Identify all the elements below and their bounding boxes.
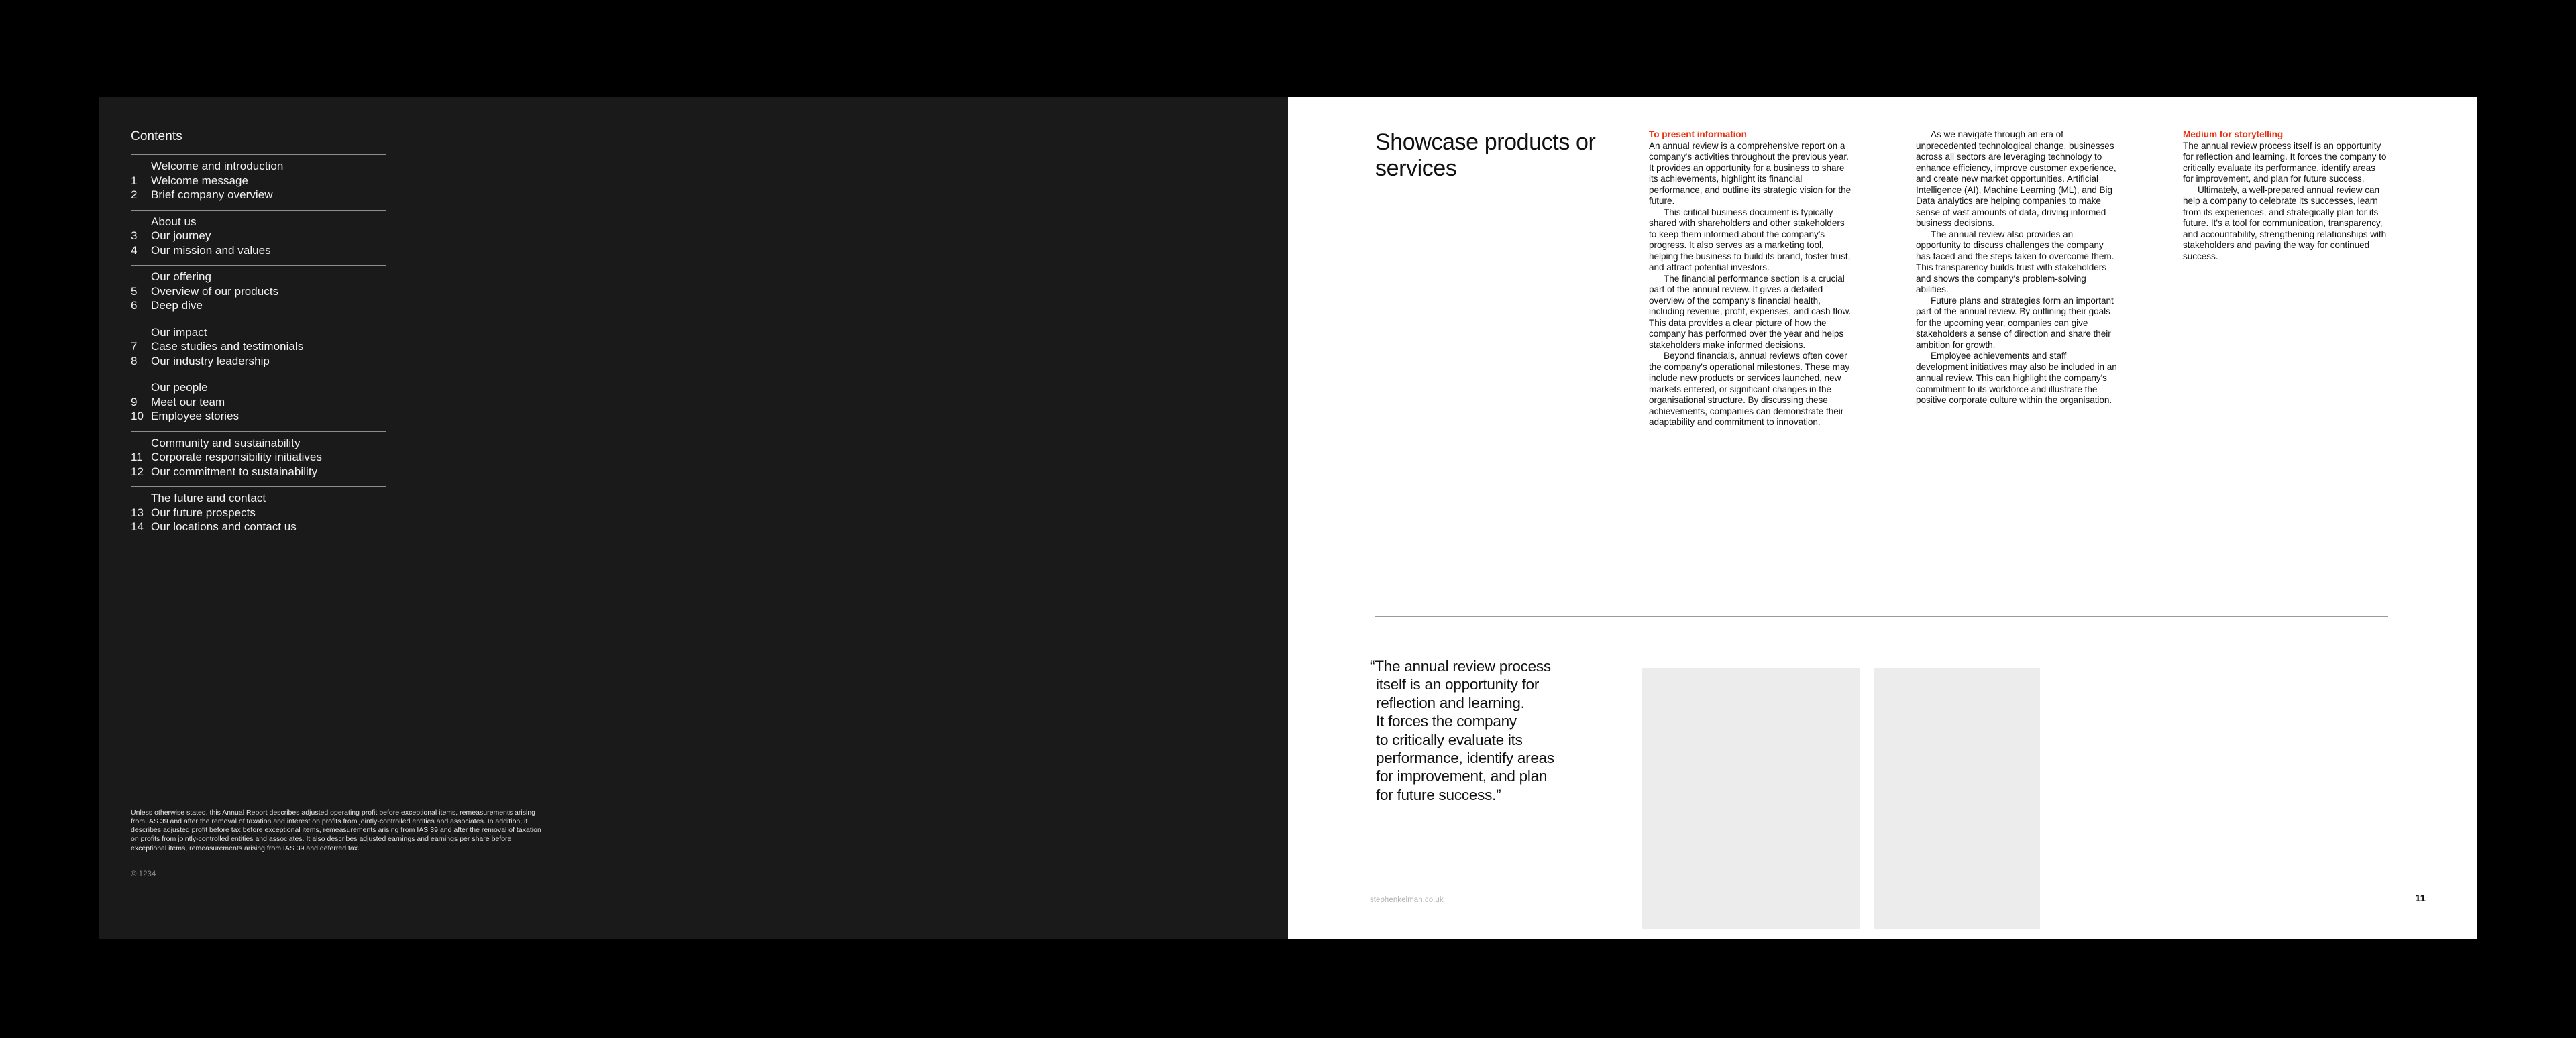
toc-group-label: Community and sustainability: [151, 436, 301, 449]
paragraph-text: As we navigate through an era of unprecedented technological change, businesses across all sectors are leveraging technology to enhance efficiency, improve customer experience, and create new market opportunities. Artificial Intelligence (AI), Machine Learning (ML), and Big Data analytics are helping companies to make sense of vast amounts of data, driving informed business decisions.: [1916, 129, 2116, 228]
toc-item-label: Our industry leadership: [151, 354, 270, 367]
image-placeholder-large: [1642, 668, 1860, 929]
toc-number: 10: [131, 410, 144, 422]
pull-quote-line: reflection and learning.: [1376, 694, 1525, 711]
column-kicker: To present information: [1649, 129, 1747, 139]
table-of-contents: [131, 129, 386, 542]
toc-group-heading: [131, 380, 386, 395]
toc-number: 1: [131, 174, 138, 187]
image-placeholder-small: [1874, 668, 2040, 929]
contents-title: Contents: [131, 129, 182, 143]
list-item[interactable]: [131, 243, 386, 258]
copyright-notice: © 1234: [131, 870, 156, 878]
paragraph-text: Beyond financials, annual reviews often cover the company's operational milestones. These may include new products or services launched, new markets entered, or significant changes in the organisational structure. By discussing these achievements, companies can demonstrate their adaptability and commitment to innovation.: [1649, 351, 1850, 427]
pull-quote-line: for future success.”: [1376, 786, 1501, 803]
toc-number: 3: [131, 229, 138, 242]
toc-group-heading: [131, 325, 386, 340]
list-item[interactable]: [131, 506, 386, 520]
toc-item-label: Our commitment to sustainability: [151, 465, 318, 478]
toc-group-heading: [131, 159, 386, 174]
toc-number: 14: [131, 520, 144, 533]
site-credit[interactable]: stephenkelman.co.uk: [1370, 896, 1444, 904]
list-item[interactable]: [131, 188, 386, 203]
list-item[interactable]: [131, 354, 386, 369]
toc-item-label: Our locations and contact us: [151, 520, 297, 533]
page-title: Showcase products or services: [1375, 129, 1596, 181]
body-column-2: [1916, 129, 2120, 406]
list-item[interactable]: [131, 450, 386, 465]
toc-number: 13: [131, 506, 144, 519]
list-item[interactable]: [131, 409, 386, 424]
toc-item-label: Corporate responsibility initiatives: [151, 451, 323, 463]
toc-number: 12: [131, 465, 144, 478]
body-column-3: [2183, 129, 2387, 262]
toc-item-label: Brief company overview: [151, 188, 273, 201]
toc-item-label: Deep dive: [151, 299, 203, 312]
list-item[interactable]: [131, 520, 386, 534]
toc-item-label: Welcome message: [151, 174, 248, 187]
pull-quote-line: performance, identify areas: [1376, 750, 1554, 767]
horizontal-divider: [1375, 616, 2388, 617]
toc-group: [131, 210, 386, 266]
toc-item-label: Employee stories: [151, 410, 239, 422]
toc-group-label: The future and contact: [151, 492, 266, 504]
toc-group-heading: [131, 270, 386, 284]
toc-item-label: Our future prospects: [151, 506, 256, 519]
toc-item-label: Meet our team: [151, 395, 225, 408]
body-column-1: [1649, 129, 1853, 428]
legal-footnote: Unless otherwise stated, this Annual Report describes adjusted operating profit before exceptional items, remeasurements arising from IAS 39 and after the removal of taxation and interest on profits from jointly-controlled entities and associates. In addition, it describes adjusted profit before tax before exceptional items, remeasurements arising from IAS 39 and after the removal of taxation on profits from jointly-controlled entities and associates. It also describes adjusted earnings and earnings per share before exceptional items, remeasurements arising from IAS 39 and deferred tax.: [131, 808, 541, 852]
left-page: [99, 97, 1288, 939]
paragraph-text: This critical business document is typically shared with shareholders and other stakeholders to keep them informed about the company's progress. It also serves as a marketing tool, helping the business to build its brand, foster trust, and attract potential investors.: [1649, 207, 1851, 272]
column-kicker: Medium for storytelling: [2183, 129, 2284, 139]
paragraph-text: Employee achievements and staff development initiatives may also be included in an annual review. This can highlight the company's commitment to its workforce and illustrate the positive corporate culture within the organisation.: [1916, 351, 2117, 405]
pull-quote-line: It forces the company: [1376, 713, 1517, 730]
toc-item-label: Our journey: [151, 229, 211, 242]
toc-group-label: Our offering: [151, 270, 212, 283]
toc-group-heading: [131, 436, 386, 451]
column-kicker-paragraph: [2183, 129, 2387, 185]
page-number: 11: [2415, 892, 2426, 904]
list-item[interactable]: [131, 174, 386, 188]
toc-number: 6: [131, 299, 138, 312]
pull-quote-line: to critically evaluate its: [1376, 731, 1523, 748]
toc-group: [131, 486, 386, 542]
pull-quote-line: for improvement, and plan: [1376, 768, 1548, 785]
toc-group-label: About us: [151, 215, 197, 228]
pull-quote-line: “The annual review process: [1370, 658, 1551, 675]
paragraph-text: The annual review also provides an opportunity to discuss challenges the company has faced and the steps taken to overcome them. This transparency builds trust with stakeholders and shows the company's problem-solving abilities.: [1916, 229, 2114, 294]
toc-group-label: Our impact: [151, 325, 207, 339]
toc-number: 4: [131, 243, 138, 257]
list-item[interactable]: [131, 298, 386, 313]
list-item[interactable]: [131, 229, 386, 243]
column-kicker-paragraph: [1649, 129, 1853, 207]
paragraph-text: The financial performance section is a crucial part of the annual review. It gives a detailed overview of the company's financial health, including revenue, profit, expenses, and cash flow. This data provides a clear picture of how the company has performed over the year and helps stakeholders make informed decisions.: [1649, 273, 1851, 350]
toc-group: [131, 265, 386, 321]
toc-group-label: Welcome and introduction: [151, 160, 284, 172]
paragraph-text: The annual review process itself is an opportunity for reflection and learning. It forces the company to critically evaluate its performance, identify areas for improvement, and plan for future success.: [2183, 140, 2387, 184]
toc-item-label: Our mission and values: [151, 243, 271, 257]
toc-number: 9: [131, 395, 138, 408]
right-page: [1288, 97, 2477, 939]
toc-group-heading: [131, 215, 386, 229]
toc-group: [131, 431, 386, 487]
pull-quote: [1370, 657, 1591, 804]
toc-group-label: Our people: [151, 381, 208, 394]
paragraph-text: Future plans and strategies form an important part of the annual review. By outlining their goals for the upcoming year, companies can give stakeholders a sense of direction and share their ambition for growth.: [1916, 295, 2114, 350]
paragraph-text: Ultimately, a well-prepared annual review can help a company to celebrate its successes, learn from its experiences, and strategically plan for its future. It's a tool for communication, transparency, and accountability, strengthening relationships with stakeholders and paving the way for continued success.: [2183, 184, 2387, 262]
toc-number: 5: [131, 284, 138, 298]
toc-group: [131, 321, 386, 376]
toc-group: [131, 376, 386, 431]
toc-item-label: Case studies and testimonials: [151, 340, 304, 353]
list-item[interactable]: [131, 339, 386, 354]
list-item[interactable]: [131, 465, 386, 479]
paragraph-text: An annual review is a comprehensive report on a company's activities throughout the previous year. It provides an opportunity for a business to share its achievements, highlight its financial performance, and outline its strategic vision for the future.: [1649, 140, 1851, 206]
toc-group: [131, 154, 386, 210]
toc-item-label: Overview of our products: [151, 284, 279, 298]
toc-number: 8: [131, 354, 138, 367]
pull-quote-line: itself is an opportunity for: [1376, 676, 1540, 693]
toc-number: 2: [131, 188, 138, 201]
toc-number: 11: [131, 451, 143, 463]
toc-group-heading: [131, 491, 386, 506]
toc-number: 7: [131, 340, 138, 353]
list-item[interactable]: [131, 284, 386, 299]
list-item[interactable]: [131, 395, 386, 410]
